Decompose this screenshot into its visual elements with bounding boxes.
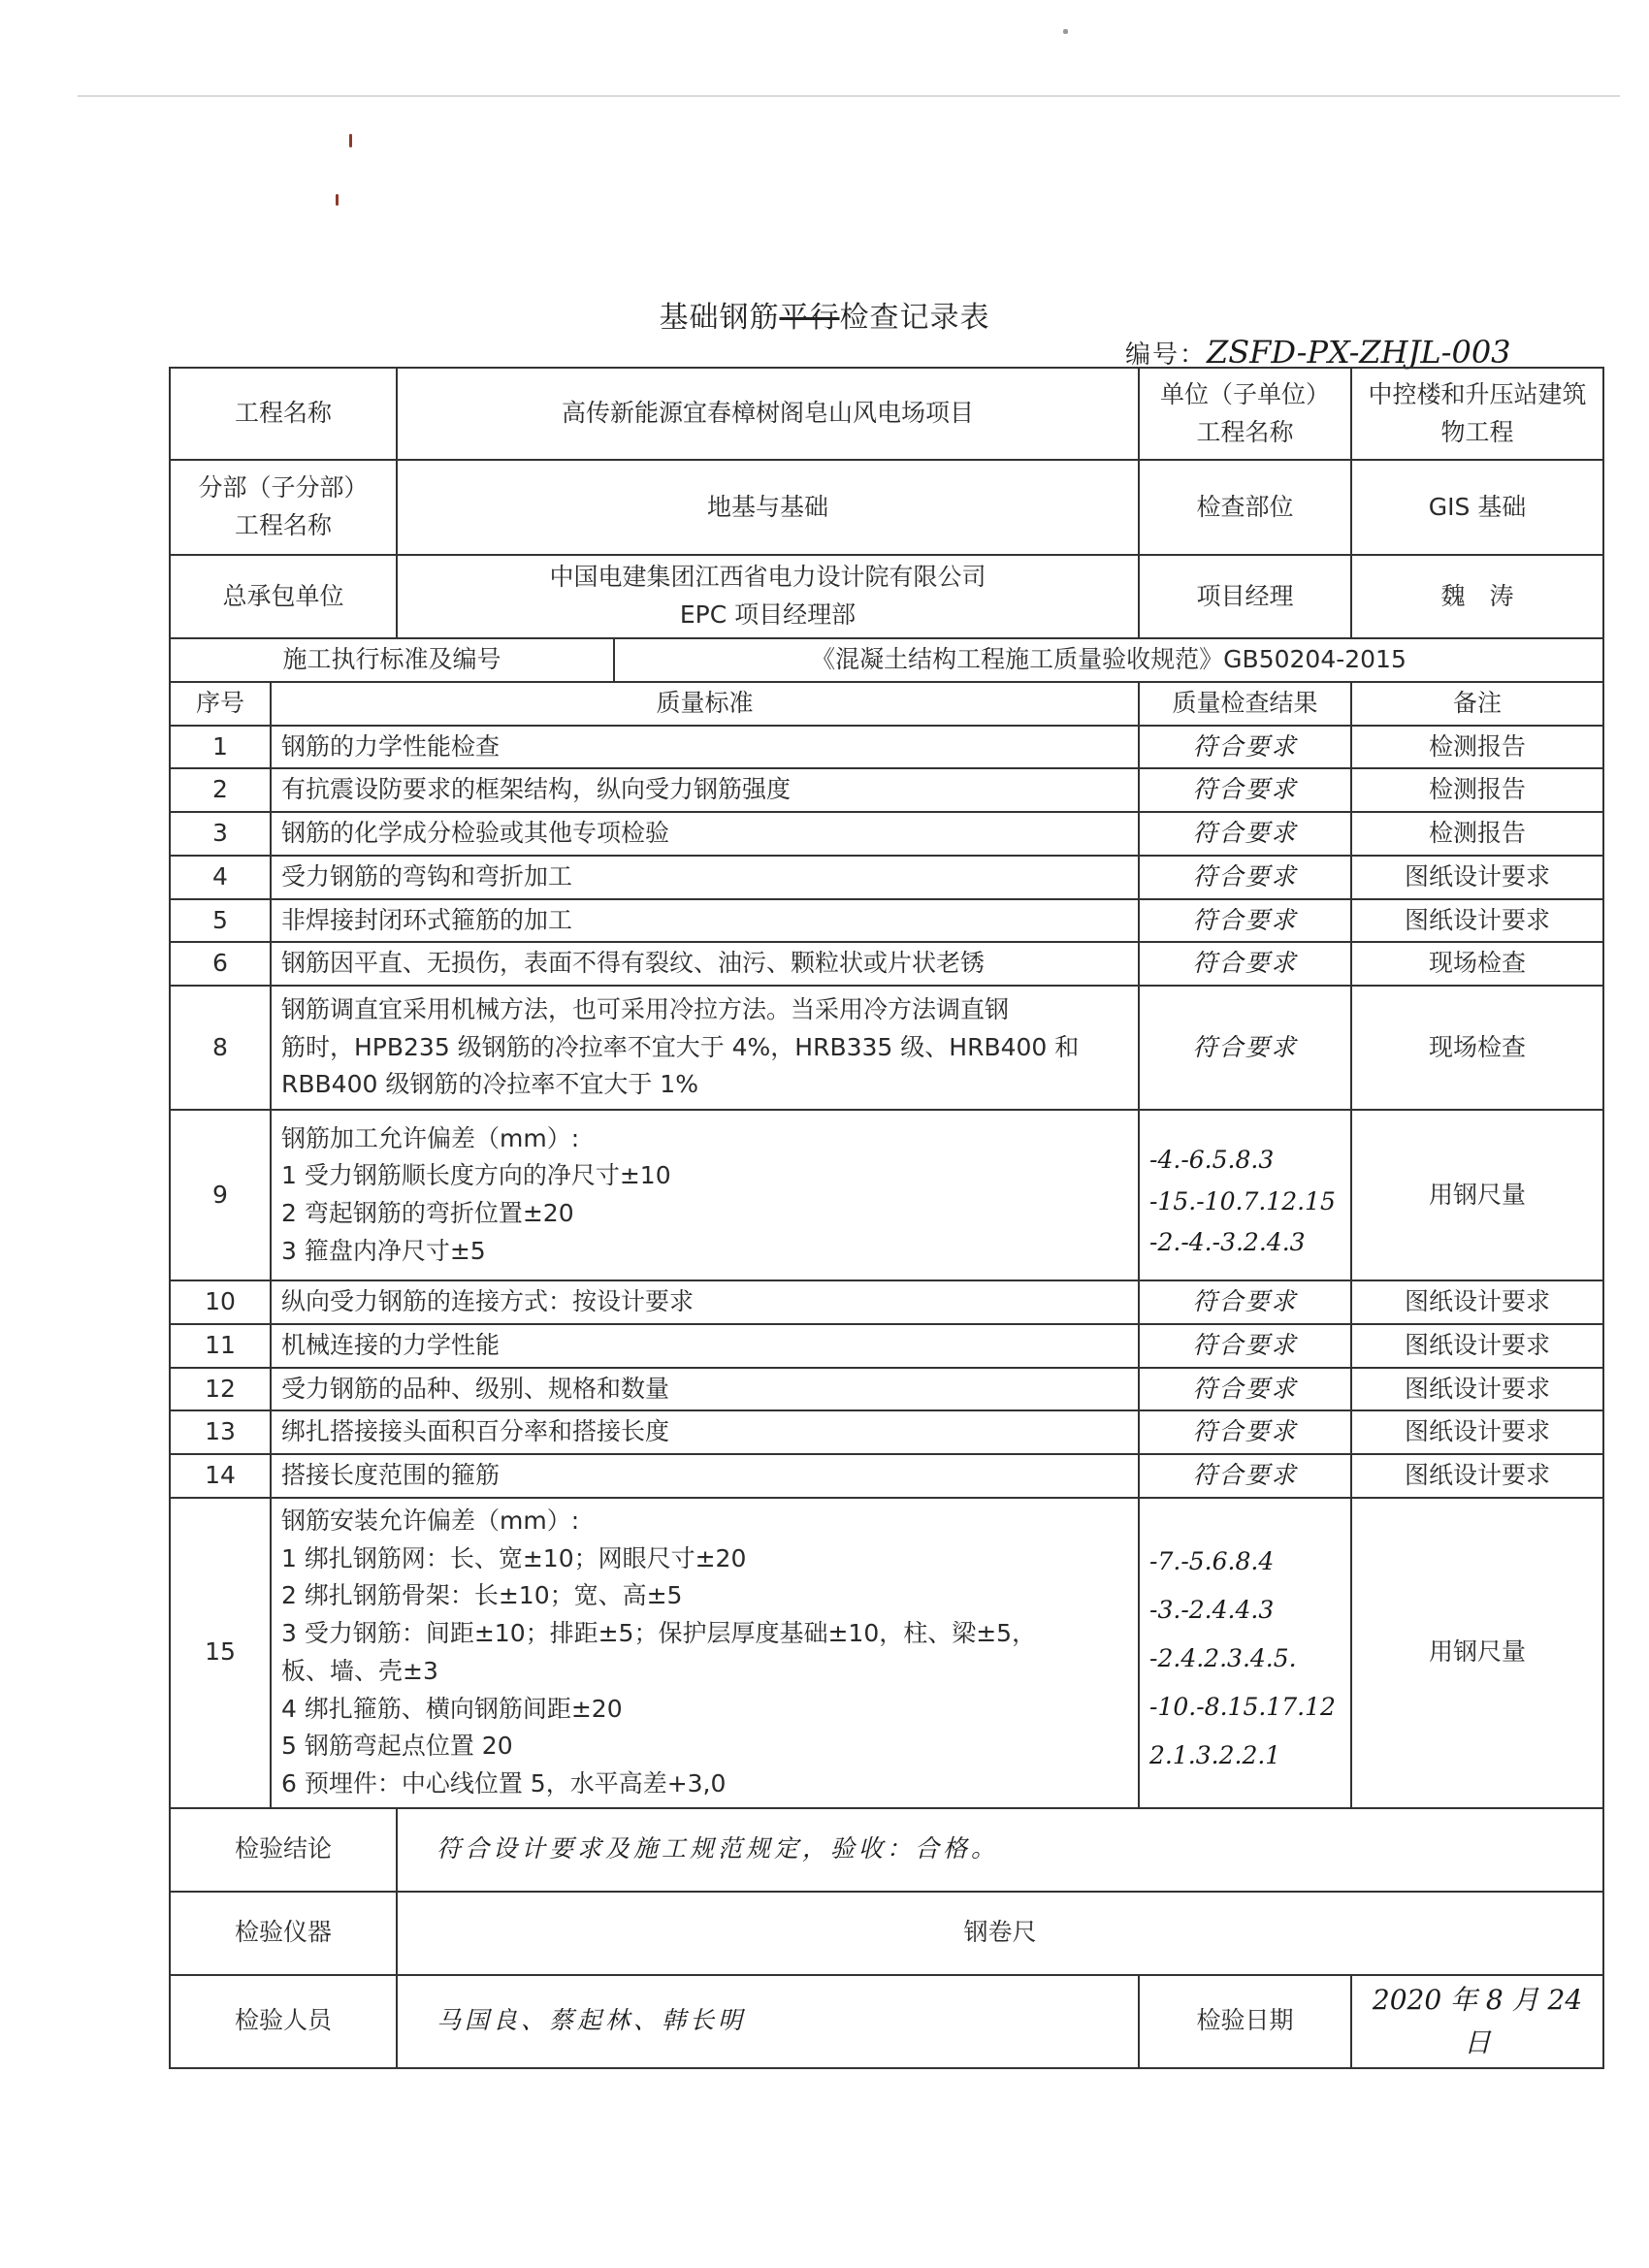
- construction-standard: 《混凝土结构工程施工质量验收规范》GB50204-2015: [614, 638, 1603, 682]
- row-standard: 钢筋的力学性能检查: [271, 726, 1139, 769]
- table-row: [170, 1110, 1603, 1280]
- row-standard: 钢筋调直宜采用机械方法，也可采用冷拉方法。当采用冷方法调直钢 筋时，HPB235 级钢筋的冷拉率不宜大于 4%，HRB335 级、HRB400 和 RBB400 级钢筋的冷拉率不宜大于 1%: [271, 986, 1139, 1110]
- row-standard: 受力钢筋的品种、级别、规格和数量: [271, 1368, 1139, 1411]
- row-remark: 图纸设计要求: [1351, 1368, 1603, 1411]
- document-number: [1125, 334, 1511, 371]
- inspector-label: 检验人员: [170, 1975, 397, 2068]
- row-result: 符合要求: [1139, 1454, 1351, 1498]
- row-result: 符合要求: [1139, 942, 1351, 986]
- table-row: [170, 1280, 1603, 1324]
- contractor-name: 中国电建集团江西省电力设计院有限公司 EPC 项目经理部: [397, 555, 1139, 638]
- page-top-rule: [78, 95, 1620, 97]
- contractor-label: 总承包单位: [170, 555, 397, 638]
- row-result: -4.-6.5.8.3 -15.-10.7.12.15 -2.-4.-3.2.4.3: [1139, 1110, 1351, 1280]
- table-row: [170, 942, 1603, 986]
- table-row: [170, 986, 1603, 1110]
- row-remark: 图纸设计要求: [1351, 899, 1603, 943]
- row-remark: 图纸设计要求: [1351, 1410, 1603, 1454]
- table-row: [170, 1454, 1603, 1498]
- row-result: 符合要求: [1139, 726, 1351, 769]
- row-result: 符合要求: [1139, 856, 1351, 899]
- row-remark: 检测报告: [1351, 768, 1603, 812]
- row-standard: 机械连接的力学性能: [271, 1324, 1139, 1368]
- row-remark: 图纸设计要求: [1351, 1324, 1603, 1368]
- row-no: 13: [170, 1410, 271, 1454]
- project-manager: 魏 涛: [1351, 555, 1603, 638]
- row-standard: 钢筋安装允许偏差（mm）: 1 绑扎钢筋网：长、宽±10；网眼尺寸±20 2 绑扎钢筋骨架：长±10；宽、高±5 3 受力钢筋：间距±10；排距±5；保护层厚度基础±10，柱、梁±5， 板、墙、壳±3 4 绑扎箍筋、横向钢筋间距±20 5 钢筋弯起点位置 20 6 预埋件：中心线位置 5，水平高差+3,0: [271, 1498, 1139, 1808]
- table-row: [170, 856, 1603, 899]
- col-header-standard: 质量标准: [271, 682, 1139, 726]
- manager-label: 项目经理: [1139, 555, 1351, 638]
- row-standard: 钢筋加工允许偏差（mm）: 1 受力钢筋顺长度方向的净尺寸±10 2 弯起钢筋的弯折位置±20 3 箍盘内净尺寸±5: [271, 1110, 1139, 1280]
- row-result: 符合要求: [1139, 1368, 1351, 1411]
- subdivision-name: 地基与基础: [397, 460, 1139, 555]
- date-label: 检验日期: [1139, 1975, 1351, 2068]
- col-header-no: 序号: [170, 682, 271, 726]
- row-result: 符合要求: [1139, 1324, 1351, 1368]
- inspection-instrument: 钢卷尺: [397, 1892, 1603, 1975]
- row-no: 11: [170, 1324, 271, 1368]
- row-standard: 搭接长度范围的箍筋: [271, 1454, 1139, 1498]
- row-remark: 图纸设计要求: [1351, 1280, 1603, 1324]
- row-no: 2: [170, 768, 271, 812]
- table-row: [170, 812, 1603, 856]
- row-no: 8: [170, 986, 271, 1110]
- row-remark: 图纸设计要求: [1351, 856, 1603, 899]
- row-no: 10: [170, 1280, 271, 1324]
- doc-number-value: ZSFD-PX-ZHJL-003: [1207, 334, 1511, 371]
- row-no: 3: [170, 812, 271, 856]
- row-result: 符合要求: [1139, 986, 1351, 1110]
- subdivision-label: 分部（子分部） 工程名称: [170, 460, 397, 555]
- row-result: 符合要求: [1139, 1280, 1351, 1324]
- row-no: 9: [170, 1110, 271, 1280]
- unit-project-label: 单位（子单位） 工程名称: [1139, 368, 1351, 460]
- row-result: -7.-5.6.8.4 -3.-2.4.4.3 -2.4.2.3.4.5. -10.-8.15.17.12 2.1.3.2.2.1: [1139, 1498, 1351, 1808]
- doc-number-label: 编号：: [1125, 340, 1208, 370]
- row-no: 6: [170, 942, 271, 986]
- col-header-result: 质量检查结果: [1139, 682, 1351, 726]
- row-standard: 纵向受力钢筋的连接方式：按设计要求: [271, 1280, 1139, 1324]
- row-standard: 钢筋因平直、无损伤，表面不得有裂纹、油污、颗粒状或片状老锈: [271, 942, 1139, 986]
- scan-speck: [336, 194, 339, 206]
- scan-speck: [1063, 29, 1068, 34]
- table-row: [170, 899, 1603, 943]
- row-no: 4: [170, 856, 271, 899]
- row-remark: 现场检查: [1351, 986, 1603, 1110]
- row-result: 符合要求: [1139, 1410, 1351, 1454]
- unit-project-name: 中控楼和升压站建筑物工程: [1351, 368, 1603, 460]
- table-row: [170, 1498, 1603, 1808]
- table-row: [170, 1410, 1603, 1454]
- instrument-label: 检验仪器: [170, 1892, 397, 1975]
- row-no: 12: [170, 1368, 271, 1411]
- row-remark: 检测报告: [1351, 812, 1603, 856]
- scan-speck: [349, 134, 352, 147]
- row-standard: 绑扎搭接接头面积百分率和搭接长度: [271, 1410, 1139, 1454]
- conclusion-label: 检验结论: [170, 1808, 397, 1892]
- row-result: 符合要求: [1139, 768, 1351, 812]
- project-name: 高传新能源宜春樟树阁皂山风电场项目: [397, 368, 1139, 460]
- table-row: [170, 726, 1603, 769]
- row-remark: 用钢尺量: [1351, 1110, 1603, 1280]
- row-remark: 图纸设计要求: [1351, 1454, 1603, 1498]
- row-no: 5: [170, 899, 271, 943]
- inspection-date: 2020 年 8 月 24 日: [1351, 1975, 1603, 2068]
- row-no: 1: [170, 726, 271, 769]
- inspection-conclusion: 符合设计要求及施工规范规定，验收：合格。: [397, 1808, 1603, 1892]
- row-remark: 用钢尺量: [1351, 1498, 1603, 1808]
- col-header-remark: 备注: [1351, 682, 1603, 726]
- project-name-label: 工程名称: [170, 368, 397, 460]
- table-row: [170, 1368, 1603, 1411]
- document-title: 基础钢筋平行检查记录表: [659, 301, 990, 335]
- inspect-location-label: 检查部位: [1139, 460, 1351, 555]
- row-standard: 受力钢筋的弯钩和弯折加工: [271, 856, 1139, 899]
- table-row: [170, 768, 1603, 812]
- inspect-location: GIS 基础: [1351, 460, 1603, 555]
- table-row: [170, 1324, 1603, 1368]
- row-no: 15: [170, 1498, 271, 1808]
- row-standard: 钢筋的化学成分检验或其他专项检验: [271, 812, 1139, 856]
- row-remark: 现场检查: [1351, 942, 1603, 986]
- inspection-record-table: [169, 367, 1604, 2069]
- row-standard: 非焊接封闭环式箍筋的加工: [271, 899, 1139, 943]
- inspector-signatures: 马国良、蔡起林、韩长明: [397, 1975, 1139, 2068]
- row-result: 符合要求: [1139, 812, 1351, 856]
- row-result: 符合要求: [1139, 899, 1351, 943]
- row-no: 14: [170, 1454, 271, 1498]
- standard-label: 施工执行标准及编号: [170, 638, 614, 682]
- row-standard: 有抗震设防要求的框架结构，纵向受力钢筋强度: [271, 768, 1139, 812]
- row-remark: 检测报告: [1351, 726, 1603, 769]
